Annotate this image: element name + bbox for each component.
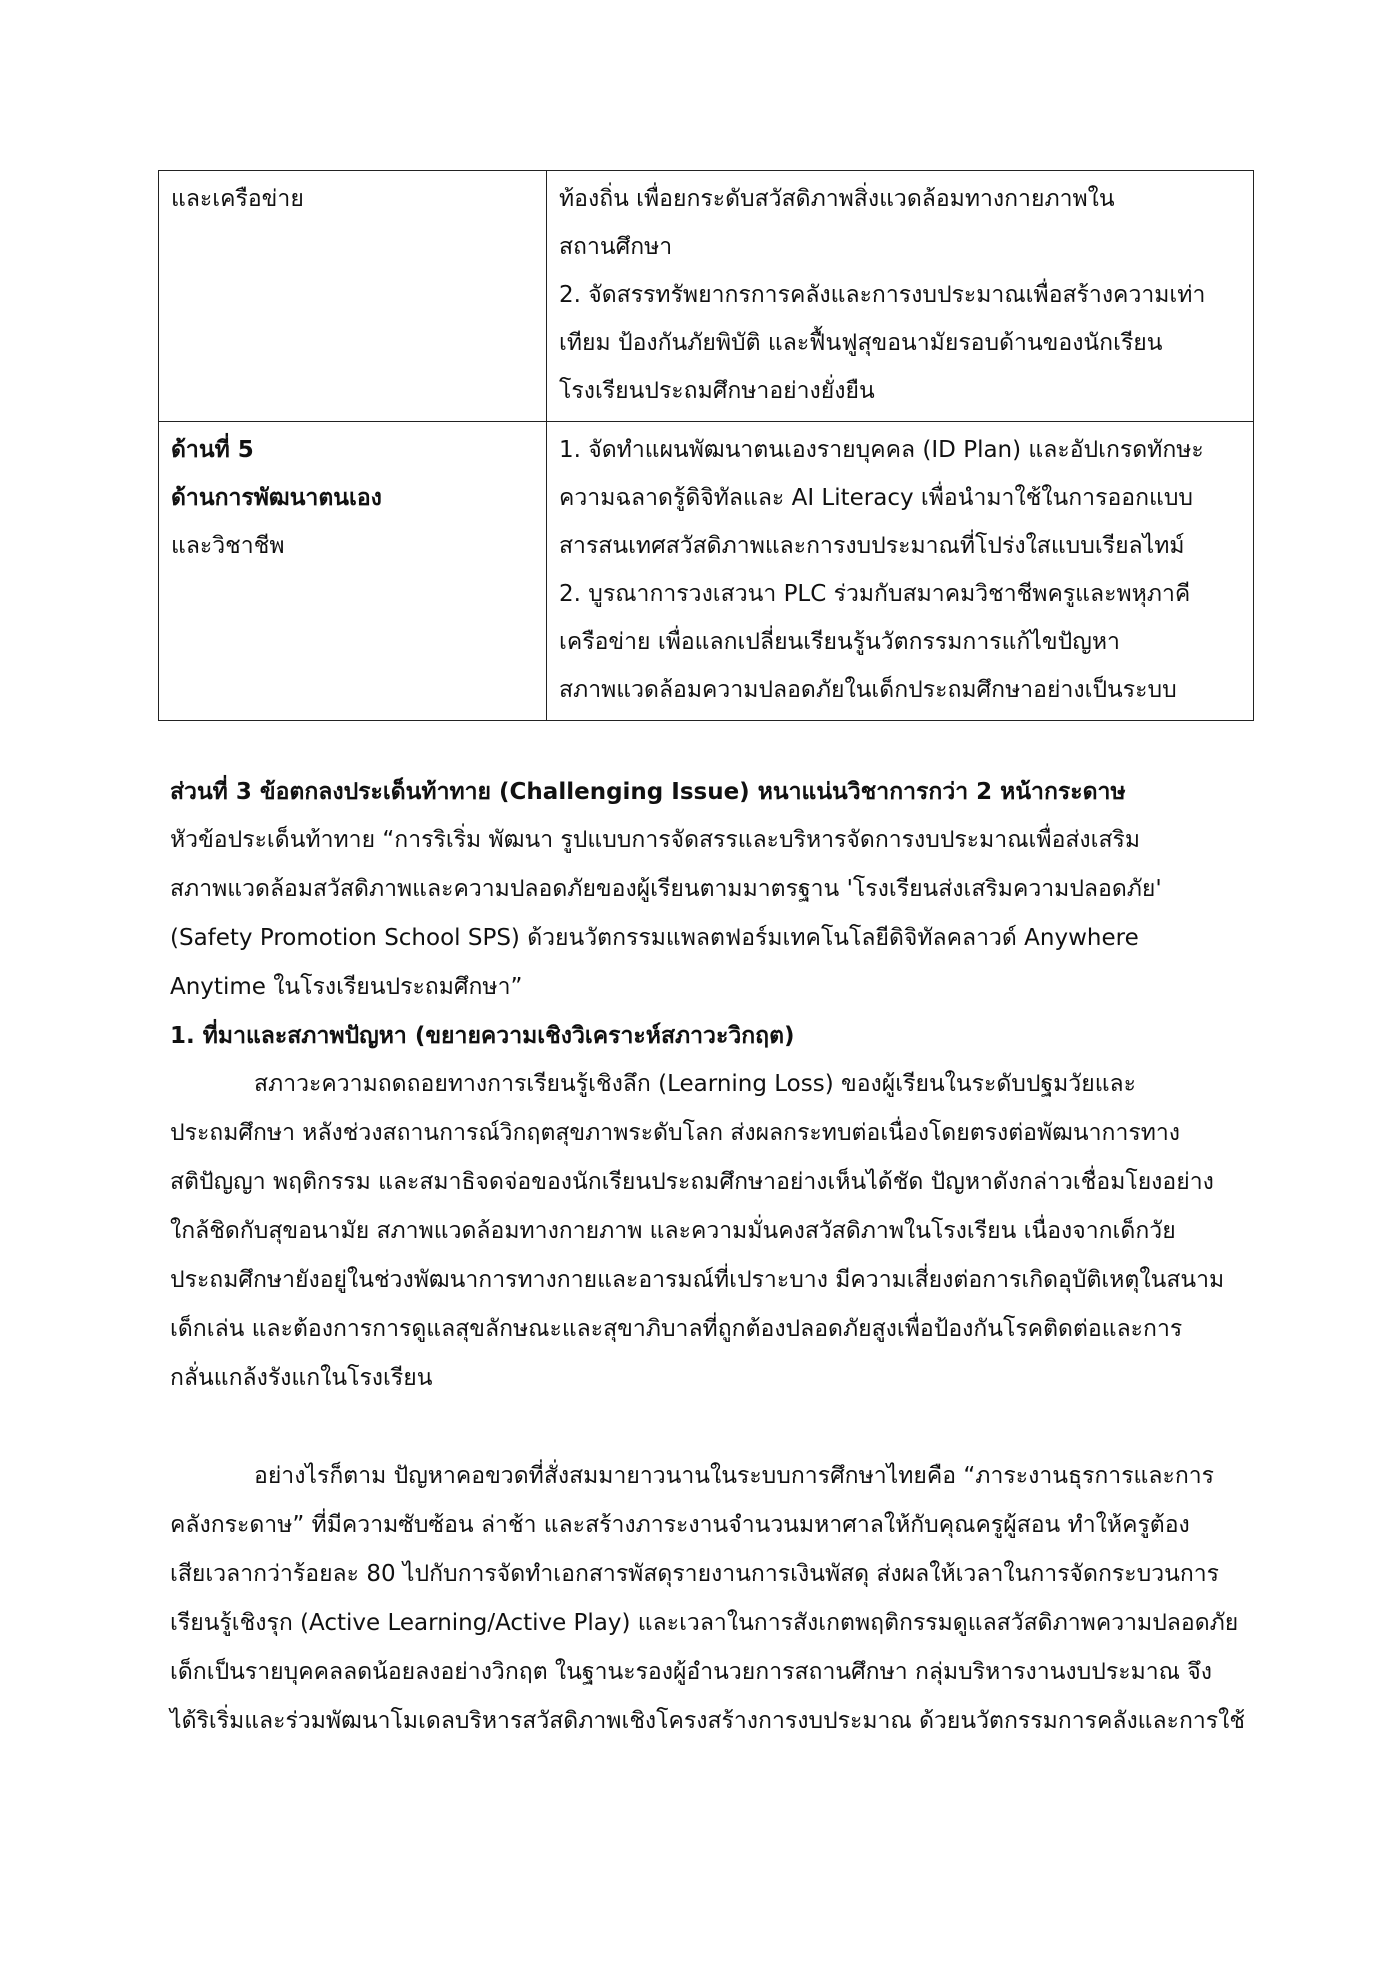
plan-table-body — [159, 171, 1254, 721]
text-line: ได้ริเริ่มและร่วมพัฒนาโมเดลบริหารสวัสดิภาพเชิงโครงสร้างการงบประมาณ ด้วยนวัตกรรมการคลังและการใช้ — [170, 1708, 1245, 1734]
detail-line: สารสนเทศสวัสดิภาพและการงบประมาณที่โปร่งใสแบบเรียลไทม์ — [559, 533, 1185, 559]
row-detail-cell — [547, 422, 1254, 721]
background-paragraph-1 — [170, 1060, 1240, 1403]
table-row — [159, 171, 1254, 422]
detail-line: ความฉลาดรู้ดิจิทัลและ AI Literacy เพื่อนำมาใช้ในการออกแบบ — [559, 485, 1194, 511]
plan-table — [158, 170, 1254, 721]
detail-line: โรงเรียนประถมศึกษาอย่างยั่งยืน — [559, 378, 875, 404]
category-line: ด้านการพัฒนาตนเอง — [171, 485, 382, 511]
text-line: เด็กเล่น และต้องการการดูแลสุขลักษณะและสุขาภิบาลที่ถูกต้องปลอดภัยสูงเพื่อป้องกันโรคติดต่อและการ — [170, 1316, 1183, 1342]
text-line: เรียนรู้เชิงรุก (Active Learning/Active Play) และเวลาในการสังเกตพฤติกรรมดูแลสวัสดิภาพความปลอดภัย — [170, 1610, 1239, 1636]
text-line: (Safety Promotion School SPS) ด้วยนวัตกรรมแพลตฟอร์มเทคโนโลยีดิจิทัลคลาวด์ Anywhere — [170, 925, 1139, 951]
text-line: ใกล้ชิดกับสุขอนามัย สภาพแวดล้อมทางกายภาพ และความมั่นคงสวัสดิภาพในโรงเรียน เนื่องจากเด็กวัย — [170, 1218, 1176, 1244]
detail-line: 2. บูรณาการวงเสวนา PLC ร่วมกับสมาคมวิชาชีพครูและพหุภาคี — [559, 581, 1191, 607]
background-subheading: 1. ที่มาและสภาพปัญหา (ขยายความเชิงวิเคราะห์สภาวะวิกฤต) — [170, 1023, 795, 1049]
section-3 — [170, 768, 1245, 1746]
text-line: สภาวะความถดถอยทางการเรียนรู้เชิงลึก (Learning Loss) ของผู้เรียนในระดับปฐมวัยและ — [254, 1071, 1136, 1097]
text-line: เสียเวลากว่าร้อยละ 80 ไปกับการจัดทำเอกสารพัสดุรายงานการเงินพัสดุ ส่งผลให้เวลาในการจัดกระบวนการ — [170, 1561, 1220, 1587]
text-line: ประถมศึกษายังอยู่ในช่วงพัฒนาการทางกายและอารมณ์ที่เปราะบาง มีความเสี่ยงต่อการเกิดอุบัติเหตุในสนาม — [170, 1267, 1225, 1293]
row-detail-cell — [547, 171, 1254, 422]
challenge-topic — [170, 816, 1240, 1012]
row-category-cell — [159, 422, 547, 721]
text-line: กลั่นแกล้งรังแกในโรงเรียน — [170, 1365, 433, 1391]
section-3-heading: ส่วนที่ 3 ข้อตกลงประเด็นท้าทาย (Challenging Issue) หนาแน่นวิชาการกว่า 2 หน้ากระดาษ — [170, 779, 1126, 805]
category-line: และเครือข่าย — [171, 186, 304, 212]
detail-line: 1. จัดทำแผนพัฒนาตนเองรายบุคคล (ID Plan) และอัปเกรดทักษะ — [559, 437, 1204, 463]
category-line: และวิชาชีพ — [171, 533, 285, 559]
text-line: เด็กเป็นรายบุคคลลดน้อยลงอย่างวิกฤต ในฐานะรองผู้อำนวยการสถานศึกษา กลุ่มบริหารงานงบประมาณ จึง — [170, 1659, 1212, 1685]
detail-line: 2. จัดสรรทรัพยากรการคลังและการงบประมาณเพื่อสร้างความเท่า — [559, 282, 1206, 308]
detail-line: เทียม ป้องกันภัยพิบัติ และฟื้นฟูสุขอนามัยรอบด้านของนักเรียน — [559, 330, 1163, 356]
detail-line: ท้องถิ่น เพื่อยกระดับสวัสดิภาพสิ่งแวดล้อมทางกายภาพใน — [559, 186, 1115, 212]
text-line: หัวข้อประเด็นท้าทาย “การริเริ่ม พัฒนา รูปแบบการจัดสรรและบริหารจัดการงบประมาณเพื่อส่งเสริม — [170, 827, 1141, 853]
text-line: อย่างไรก็ตาม ปัญหาคอขวดที่สั่งสมมายาวนานในระบบการศึกษาไทยคือ “ภาระงานธุรการและการ — [254, 1463, 1215, 1489]
detail-line: สถานศึกษา — [559, 234, 673, 260]
row-category-cell — [159, 171, 547, 422]
text-line: คลังกระดาษ” ที่มีความซับซ้อน ล่าช้า และสร้างภาระงานจำนวนมหาศาลให้กับคุณครูผู้สอน ทำให้ครูต้อง — [170, 1512, 1190, 1538]
text-line: สภาพแวดล้อมสวัสดิภาพและความปลอดภัยของผู้เรียนตามมาตรฐาน 'โรงเรียนส่งเสริมความปลอดภัย' — [170, 876, 1162, 902]
paragraph-gap — [170, 1403, 1240, 1452]
detail-line: สภาพแวดล้อมความปลอดภัยในเด็กประถมศึกษาอย่างเป็นระบบ — [559, 677, 1177, 703]
table-row — [159, 422, 1254, 721]
category-line: ด้านที่ 5 — [171, 437, 254, 463]
text-line: Anytime ในโรงเรียนประถมศึกษา” — [170, 974, 523, 1000]
text-line: สติปัญญา พฤติกรรม และสมาธิจดจ่อของนักเรียนประถมศึกษาอย่างเห็นได้ชัด ปัญหาดังกล่าวเชื่อมโยงอย่าง — [170, 1169, 1214, 1195]
text-line: ประถมศึกษา หลังช่วงสถานการณ์วิกฤตสุขภาพระดับโลก ส่งผลกระทบต่อเนื่องโดยตรงต่อพัฒนาการทาง — [170, 1120, 1181, 1146]
background-paragraph-2 — [170, 1452, 1245, 1746]
detail-line: เครือข่าย เพื่อแลกเปลี่ยนเรียนรู้นวัตกรรมการแก้ไขปัญหา — [559, 629, 1120, 655]
